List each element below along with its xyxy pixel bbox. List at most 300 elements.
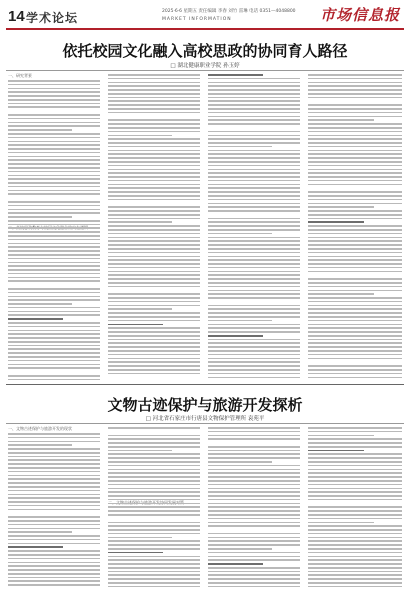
byline-box-icon: □ bbox=[145, 416, 153, 422]
text-line bbox=[108, 472, 200, 474]
english-name: MARKET INFORMATION bbox=[162, 17, 232, 22]
text-line bbox=[8, 88, 100, 90]
text-line bbox=[8, 239, 100, 241]
text-line bbox=[108, 567, 200, 569]
text-line bbox=[208, 484, 300, 486]
text-line bbox=[308, 529, 402, 531]
text-line bbox=[108, 97, 200, 99]
article1-col4 bbox=[308, 74, 402, 380]
text-line bbox=[208, 169, 300, 171]
text-line bbox=[208, 195, 300, 197]
text-line bbox=[108, 271, 200, 273]
text-line bbox=[8, 467, 100, 469]
text-line bbox=[208, 123, 300, 125]
text-line bbox=[8, 452, 100, 454]
text-line bbox=[108, 252, 200, 254]
text-line bbox=[308, 161, 402, 163]
text-line bbox=[308, 274, 402, 276]
text-line bbox=[208, 206, 300, 208]
text-line bbox=[308, 450, 364, 452]
text-line bbox=[108, 210, 200, 212]
text-line bbox=[108, 446, 200, 448]
text-line bbox=[208, 327, 300, 329]
text-line bbox=[308, 320, 402, 322]
text-line bbox=[108, 499, 200, 501]
text-line bbox=[108, 290, 200, 292]
text-line bbox=[8, 482, 100, 484]
text-line bbox=[308, 544, 402, 546]
text-line bbox=[208, 369, 300, 371]
text-line bbox=[208, 373, 300, 375]
text-line bbox=[108, 514, 200, 516]
text-line bbox=[8, 137, 100, 139]
text-line bbox=[8, 212, 100, 214]
date-line: 2025·6·6 星期五 责任编辑 李春 刘竹 雷琳 电话 0351—4048800 bbox=[162, 9, 296, 14]
text-line bbox=[308, 369, 402, 371]
text-line bbox=[308, 342, 402, 344]
text-line bbox=[208, 525, 300, 527]
text-line bbox=[8, 577, 100, 579]
text-line bbox=[308, 210, 402, 212]
text-line bbox=[108, 301, 200, 303]
text-line bbox=[8, 528, 100, 530]
text-line bbox=[108, 488, 200, 490]
text-line bbox=[208, 533, 300, 535]
text-line bbox=[8, 356, 100, 358]
text-line bbox=[308, 335, 402, 337]
text-line bbox=[308, 78, 402, 80]
text-line bbox=[208, 514, 300, 516]
text-line bbox=[308, 578, 402, 580]
text-line bbox=[208, 274, 300, 276]
text-line bbox=[308, 221, 364, 223]
text-line bbox=[208, 82, 300, 84]
text-line bbox=[208, 161, 300, 163]
text-line bbox=[108, 127, 200, 129]
text-line bbox=[208, 214, 300, 216]
text-line bbox=[208, 518, 300, 520]
article1-col2 bbox=[108, 74, 200, 380]
text-line bbox=[108, 180, 200, 182]
text-line bbox=[8, 190, 100, 192]
page-number: 14 bbox=[8, 8, 25, 25]
text-line bbox=[8, 99, 100, 101]
article1-byline bbox=[0, 61, 410, 69]
text-line bbox=[208, 199, 300, 201]
text-line bbox=[8, 250, 100, 252]
text-line bbox=[208, 540, 300, 542]
text-line bbox=[8, 456, 100, 458]
text-line bbox=[108, 369, 200, 371]
text-line bbox=[8, 152, 100, 154]
text-line bbox=[108, 431, 200, 433]
text-line bbox=[208, 180, 300, 182]
text-line bbox=[108, 571, 200, 573]
text-line bbox=[108, 104, 200, 106]
text-line bbox=[208, 259, 300, 261]
text-line bbox=[308, 146, 402, 148]
masthead-rule bbox=[6, 28, 404, 30]
text-line bbox=[8, 148, 100, 150]
text-line bbox=[108, 233, 200, 235]
text-line bbox=[108, 495, 200, 497]
text-line bbox=[308, 100, 402, 102]
text-line bbox=[108, 427, 200, 429]
text-line bbox=[108, 112, 200, 114]
text-line bbox=[8, 459, 100, 461]
text-line bbox=[208, 556, 300, 558]
text-line bbox=[208, 377, 300, 379]
text-line bbox=[8, 326, 100, 328]
text-line bbox=[8, 333, 100, 335]
text-line bbox=[8, 437, 100, 439]
text-line bbox=[108, 191, 200, 193]
text-line bbox=[108, 89, 200, 91]
text-line bbox=[308, 293, 374, 295]
text-line bbox=[308, 491, 402, 493]
text-line bbox=[208, 331, 300, 333]
text-line bbox=[208, 522, 300, 524]
text-line bbox=[308, 484, 402, 486]
text-line bbox=[208, 290, 300, 292]
text-line bbox=[308, 150, 402, 152]
text-line bbox=[308, 123, 402, 125]
text-line bbox=[108, 324, 163, 326]
article2-top-rule bbox=[6, 423, 404, 424]
text-line bbox=[108, 350, 200, 352]
text-line bbox=[108, 522, 200, 524]
text-line bbox=[8, 543, 100, 545]
text-line bbox=[8, 277, 100, 279]
text-line bbox=[8, 110, 100, 112]
text-line bbox=[208, 301, 300, 303]
text-line bbox=[208, 435, 300, 437]
text-line bbox=[308, 248, 402, 250]
text-line bbox=[208, 544, 300, 546]
text-line bbox=[308, 499, 402, 501]
text-line bbox=[108, 435, 200, 437]
text-line bbox=[208, 308, 300, 310]
text-line bbox=[208, 240, 300, 242]
text-line bbox=[108, 119, 200, 121]
text-line bbox=[308, 271, 402, 273]
text-line bbox=[308, 172, 402, 174]
text-line bbox=[208, 74, 263, 76]
text-line bbox=[8, 497, 100, 499]
text-line bbox=[8, 318, 63, 320]
text-line bbox=[208, 574, 300, 576]
article1-byline-text: 湖北健康职业学院 孙玉婷 bbox=[177, 63, 240, 69]
text-line bbox=[308, 225, 402, 227]
text-line bbox=[8, 129, 72, 131]
text-line bbox=[308, 324, 402, 326]
text-line bbox=[308, 297, 402, 299]
text-line bbox=[8, 311, 100, 313]
text-line bbox=[8, 133, 100, 135]
text-line bbox=[308, 267, 402, 269]
text-line bbox=[208, 469, 300, 471]
text-line bbox=[308, 465, 402, 467]
text-line bbox=[308, 82, 402, 84]
text-line bbox=[308, 559, 402, 561]
text-line bbox=[8, 314, 100, 316]
text-line bbox=[8, 478, 100, 480]
text-line bbox=[308, 135, 402, 137]
article2-title: 文物古迹保护与旅游开发探析 bbox=[107, 397, 303, 414]
text-line bbox=[108, 187, 200, 189]
text-line bbox=[308, 525, 402, 527]
text-line bbox=[208, 324, 300, 326]
text-line bbox=[108, 74, 200, 76]
text-line bbox=[8, 352, 100, 354]
text-line bbox=[8, 471, 100, 473]
text-line bbox=[308, 358, 402, 360]
text-line bbox=[308, 461, 402, 463]
text-line bbox=[308, 373, 402, 375]
text-line bbox=[8, 80, 100, 82]
text-line bbox=[8, 569, 100, 571]
text-line bbox=[308, 556, 402, 558]
article2-byline bbox=[0, 414, 410, 422]
text-line bbox=[308, 574, 402, 576]
text-line bbox=[108, 78, 200, 80]
text-line bbox=[108, 82, 200, 84]
text-line bbox=[308, 582, 402, 584]
text-line bbox=[208, 346, 300, 348]
text-line bbox=[208, 582, 300, 584]
text-line bbox=[108, 214, 200, 216]
text-line bbox=[108, 263, 200, 265]
text-line bbox=[108, 157, 200, 159]
text-line bbox=[8, 341, 100, 343]
text-line bbox=[208, 354, 300, 356]
text-line bbox=[108, 176, 200, 178]
text-line bbox=[308, 187, 402, 189]
text-line bbox=[8, 246, 100, 248]
text-line bbox=[8, 505, 100, 507]
text-line bbox=[208, 85, 300, 87]
text-line bbox=[108, 218, 200, 220]
text-line bbox=[208, 339, 300, 341]
text-line bbox=[8, 186, 100, 188]
text-line bbox=[108, 116, 200, 118]
text-line bbox=[8, 539, 100, 541]
text-line bbox=[208, 491, 300, 493]
text-line bbox=[308, 480, 402, 482]
text-line bbox=[208, 229, 300, 231]
text-line bbox=[308, 354, 402, 356]
text-line bbox=[8, 375, 100, 377]
text-line bbox=[8, 231, 100, 233]
article1-col1 bbox=[8, 80, 100, 380]
text-line bbox=[8, 182, 100, 184]
text-line bbox=[308, 263, 402, 265]
text-line bbox=[8, 531, 72, 533]
text-line bbox=[208, 142, 300, 144]
text-line bbox=[8, 296, 100, 298]
text-line bbox=[308, 350, 402, 352]
text-line bbox=[108, 537, 172, 539]
article1-title: 依托校园文化融入高校思政的协同育人路径 bbox=[62, 43, 348, 60]
text-line bbox=[108, 93, 200, 95]
text-line bbox=[208, 271, 300, 273]
text-line bbox=[208, 563, 263, 565]
text-line bbox=[208, 210, 300, 212]
text-line bbox=[8, 345, 100, 347]
text-line bbox=[308, 469, 402, 471]
text-line bbox=[108, 438, 200, 440]
text-line bbox=[108, 457, 200, 459]
text-line bbox=[108, 142, 200, 144]
text-line bbox=[208, 146, 272, 148]
text-line bbox=[208, 176, 300, 178]
text-line bbox=[8, 486, 100, 488]
text-line bbox=[108, 259, 200, 261]
text-line bbox=[108, 582, 200, 584]
text-line bbox=[308, 453, 402, 455]
text-line bbox=[108, 267, 200, 269]
text-line bbox=[208, 218, 300, 220]
text-line bbox=[108, 237, 200, 239]
text-line bbox=[108, 461, 200, 463]
text-line bbox=[308, 476, 402, 478]
text-line bbox=[308, 165, 402, 167]
text-line bbox=[8, 524, 100, 526]
text-line bbox=[208, 184, 300, 186]
text-line bbox=[8, 209, 100, 211]
text-line bbox=[8, 243, 100, 245]
text-line bbox=[308, 427, 402, 429]
text-line bbox=[8, 501, 100, 503]
text-line bbox=[308, 327, 402, 329]
text-line bbox=[208, 97, 300, 99]
text-line bbox=[108, 278, 200, 280]
text-line bbox=[8, 141, 100, 143]
text-line bbox=[8, 494, 100, 496]
text-line bbox=[8, 235, 100, 237]
text-line bbox=[8, 546, 63, 548]
text-line bbox=[308, 442, 402, 444]
text-line bbox=[308, 503, 402, 505]
text-line bbox=[108, 563, 200, 565]
text-line bbox=[208, 476, 300, 478]
text-line bbox=[308, 435, 374, 437]
text-line bbox=[8, 220, 100, 222]
text-line bbox=[308, 119, 374, 121]
text-line bbox=[308, 377, 402, 379]
text-line bbox=[308, 488, 402, 490]
text-line bbox=[108, 365, 200, 367]
text-line bbox=[8, 156, 100, 158]
text-line bbox=[308, 510, 402, 512]
text-line bbox=[108, 312, 200, 314]
text-line bbox=[8, 106, 100, 108]
text-line bbox=[108, 274, 200, 276]
text-line bbox=[308, 346, 402, 348]
text-line bbox=[308, 282, 402, 284]
text-line bbox=[108, 358, 200, 360]
text-line bbox=[108, 574, 200, 576]
text-line bbox=[8, 535, 100, 537]
text-line bbox=[308, 312, 402, 314]
text-line bbox=[8, 114, 100, 116]
text-line bbox=[108, 100, 200, 102]
text-line bbox=[8, 584, 100, 586]
text-line bbox=[208, 191, 300, 193]
text-line bbox=[108, 146, 200, 148]
text-line bbox=[108, 297, 200, 299]
text-line bbox=[8, 580, 100, 582]
text-line bbox=[308, 195, 402, 197]
text-line bbox=[308, 316, 402, 318]
text-line bbox=[208, 244, 300, 246]
text-line bbox=[108, 229, 200, 231]
text-line bbox=[108, 308, 172, 310]
text-line bbox=[308, 229, 402, 231]
text-line bbox=[8, 125, 100, 127]
text-line bbox=[108, 544, 200, 546]
text-line bbox=[108, 331, 200, 333]
text-line bbox=[8, 193, 100, 195]
article2-col3 bbox=[208, 427, 300, 588]
text-line bbox=[208, 503, 300, 505]
text-line bbox=[108, 293, 200, 295]
text-line bbox=[8, 299, 100, 301]
text-line bbox=[8, 303, 72, 305]
text-line bbox=[8, 573, 100, 575]
text-line bbox=[108, 138, 200, 140]
text-line bbox=[108, 320, 200, 322]
text-line bbox=[208, 165, 300, 167]
text-line bbox=[308, 331, 402, 333]
text-line bbox=[108, 199, 200, 201]
text-line bbox=[8, 284, 100, 286]
text-line bbox=[208, 187, 300, 189]
text-line bbox=[8, 216, 72, 218]
text-line bbox=[8, 178, 100, 180]
text-line bbox=[208, 233, 272, 235]
text-line bbox=[208, 225, 300, 227]
text-line bbox=[8, 292, 100, 294]
text-line bbox=[8, 441, 100, 443]
text-line bbox=[8, 288, 100, 290]
text-line bbox=[208, 342, 300, 344]
article1-lead-heading: 一、研究背景 bbox=[8, 73, 32, 78]
text-line bbox=[308, 567, 402, 569]
text-line bbox=[308, 361, 402, 363]
text-line bbox=[308, 191, 402, 193]
text-line bbox=[108, 316, 200, 318]
text-line bbox=[308, 259, 402, 261]
text-line bbox=[8, 565, 100, 567]
text-line bbox=[8, 205, 100, 207]
text-line bbox=[308, 290, 402, 292]
text-line bbox=[108, 221, 172, 223]
text-line bbox=[108, 305, 200, 307]
text-line bbox=[8, 171, 100, 173]
text-line bbox=[208, 506, 300, 508]
text-line bbox=[308, 199, 402, 201]
text-line bbox=[308, 278, 402, 280]
byline-box-icon: □ bbox=[170, 63, 178, 69]
text-line bbox=[108, 586, 200, 588]
text-line bbox=[308, 438, 402, 440]
text-line bbox=[108, 135, 172, 137]
text-line bbox=[8, 84, 100, 86]
text-line bbox=[308, 286, 402, 288]
text-line bbox=[108, 248, 200, 250]
text-line bbox=[208, 127, 300, 129]
